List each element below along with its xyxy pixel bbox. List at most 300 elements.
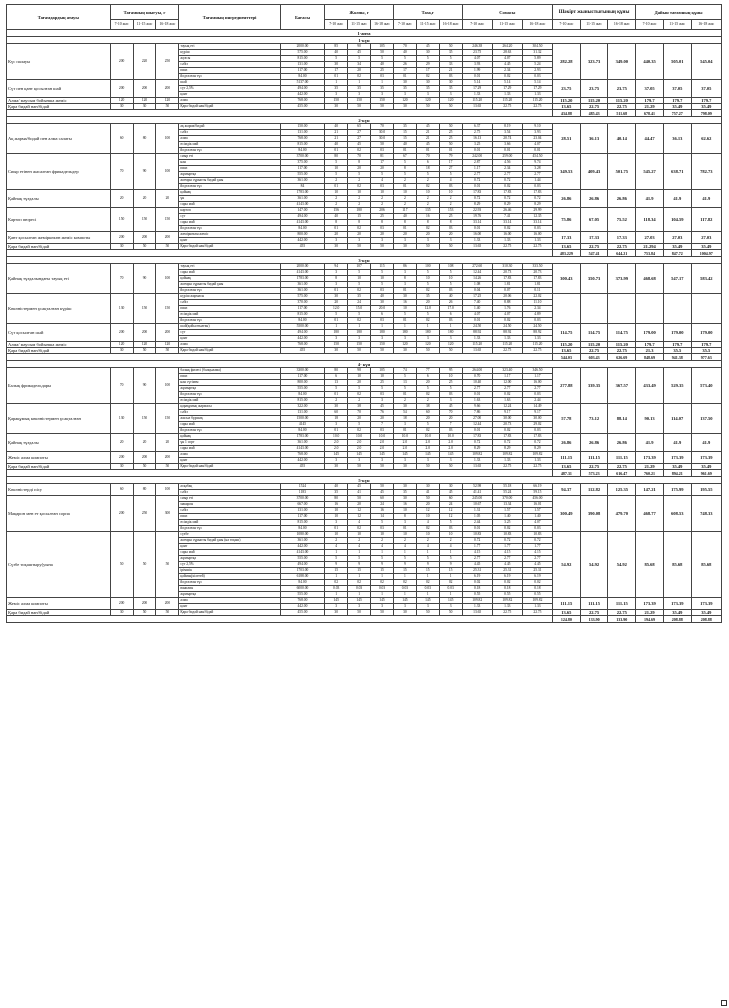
sum-value: 22.75: [522, 464, 552, 470]
net-value: 20: [439, 232, 462, 238]
ingredient-name: сары май: [179, 422, 280, 428]
gross-value: 1: [348, 80, 371, 86]
gross-value: 02: [348, 580, 371, 586]
net-value: 10: [416, 514, 439, 520]
net-value: 50: [439, 44, 462, 50]
net-value: 5: [416, 556, 439, 562]
net-value: 25: [439, 136, 462, 142]
net-value: 02: [416, 288, 439, 294]
gross-value: 5: [348, 312, 371, 318]
net-value: 1: [439, 324, 462, 330]
child-cost: 373.99: [608, 264, 636, 294]
net-value: 30: [439, 80, 462, 86]
child-cost: 277.88: [553, 368, 581, 404]
gross-value: 5: [325, 172, 348, 178]
sum-value: 23.04: [522, 136, 552, 142]
net-value: 3: [393, 282, 416, 288]
net-value: 10: [439, 190, 462, 196]
dish-portion: 50: [133, 348, 156, 354]
net-value: 3: [439, 604, 462, 610]
sum-value: 22.75: [522, 610, 552, 616]
sum-value: 13.65: [462, 348, 492, 354]
ingredient-name: алма: [179, 598, 280, 604]
dish-name: Жеміс алма компоты: [7, 598, 111, 610]
ingredient-price: 117.00: [280, 68, 325, 74]
sum-value: 10.40: [462, 380, 492, 386]
sum-value: 115.20: [462, 98, 492, 104]
gross-value: 50: [371, 348, 394, 354]
sum-value: 3.93: [522, 130, 552, 136]
sum-value: 17.25: [462, 294, 492, 300]
net-value: 15: [393, 568, 416, 574]
sum-value: 0.70: [462, 374, 492, 380]
child-cost: 17.33: [580, 232, 608, 244]
daily-cost: 35.49: [663, 244, 691, 250]
net-value: 16: [416, 214, 439, 220]
ingredient-price: 3300.00: [280, 368, 325, 374]
dish-name: Күс палауы: [7, 44, 111, 80]
net-value: 3: [439, 92, 462, 98]
child-cost: 114.75: [580, 324, 608, 342]
net-value: 10.0: [416, 434, 439, 440]
day-row: [7, 37, 722, 44]
total-daily-cost: 678.41: [636, 110, 664, 117]
gross-value: 3: [325, 604, 348, 610]
total-child-cost: 511.68: [608, 110, 636, 117]
net-value: 50: [416, 244, 439, 250]
sum-value: 7.40: [462, 300, 492, 306]
gross-value: 115: [371, 264, 394, 270]
child-cost: 349.53: [553, 154, 581, 190]
child-cost: 28.51: [553, 124, 581, 154]
daily-cost: 179.00: [691, 324, 721, 342]
net-value: 20: [439, 416, 462, 422]
gross-value: 20: [348, 380, 371, 386]
net-value: 95: [439, 368, 462, 374]
day-row: [7, 257, 722, 264]
total-child-cost: 547.41: [580, 250, 608, 257]
gross-value: 150: [325, 98, 348, 104]
sum-value: 20.73: [492, 270, 522, 276]
gross-value: 180: [325, 330, 348, 336]
sum-value: 8.29: [462, 446, 492, 452]
gross-value: 150: [371, 98, 394, 104]
net-value: 1: [439, 550, 462, 556]
age-header-daily-2: 16-18 жас: [691, 20, 721, 30]
gross-value: 5: [348, 172, 371, 178]
net-value: 01: [416, 148, 439, 154]
ingredient-name: ұн: [179, 196, 280, 202]
sum-value: 0.55: [522, 592, 552, 598]
gross-value: 10: [325, 190, 348, 196]
ingredient-name: сиыр еті: [179, 496, 280, 502]
sum-value: 8.88: [492, 300, 522, 306]
daily-cost: 173.39: [636, 452, 664, 464]
sum-value: 9.17: [492, 410, 522, 416]
dish-portion: 100: [156, 264, 179, 294]
gross-value: 20: [348, 232, 371, 238]
sum-value: 0.02: [492, 428, 522, 434]
sum-value: 0.55: [492, 592, 522, 598]
ingredient-name: қаймақ(кілегей): [179, 574, 280, 580]
dish-portion: 200: [133, 232, 156, 244]
ingredient-name: йодталған тұз: [179, 526, 280, 532]
child-cost: 26.86: [608, 434, 636, 452]
child-cost: 111.15: [608, 598, 636, 610]
daily-cost: 37.05: [691, 80, 721, 98]
dish-name: Алма/ маусым бойынша жеміс: [7, 342, 111, 348]
ingredient-price: 455: [280, 244, 325, 250]
dish-portion: 250: [156, 44, 179, 80]
net-value: 3: [393, 422, 416, 428]
net-value: 3: [393, 238, 416, 244]
dish-portion: 60: [110, 484, 133, 496]
sum-value: 1.33: [492, 604, 522, 610]
ingredient-name: күріш жармасы: [179, 294, 280, 300]
dish-portion: 50: [156, 610, 179, 616]
sum-value: 7.41: [492, 214, 522, 220]
dish-portion: 100: [156, 154, 179, 190]
gross-value: 03: [371, 226, 394, 232]
sum-value: 8.29: [462, 202, 492, 208]
sum-value: 17.83: [462, 190, 492, 196]
ingredient-price: 768.00: [280, 136, 325, 142]
net-value: 120: [416, 342, 439, 348]
dish-portion: 250: [133, 496, 156, 532]
net-value: 5: [416, 56, 439, 62]
net-value: 02: [416, 580, 439, 586]
net-value: 21: [416, 130, 439, 136]
gross-value: 24: [348, 300, 371, 306]
gross-value: 76: [371, 410, 394, 416]
sum-value: 24.50: [462, 324, 492, 330]
gross-value: 3: [371, 604, 394, 610]
sum-value: 245.00: [462, 496, 492, 502]
net-value: 38: [416, 404, 439, 410]
sum-value: 1.33: [522, 336, 552, 342]
total-spacer: [7, 250, 553, 257]
gross-value: 20: [371, 232, 394, 238]
dish-portion: 120: [133, 98, 156, 104]
sum-value: 13.65: [462, 610, 492, 616]
net-value: 35: [416, 294, 439, 300]
child-cost: 339.35: [580, 368, 608, 404]
sum-value: 454.50: [522, 154, 552, 160]
gross-value: 90: [348, 44, 371, 50]
net-value: 2: [439, 196, 462, 202]
daily-cost: 35.49: [691, 104, 721, 110]
net-value: 2: [393, 202, 416, 208]
sum-value: 17.29: [492, 86, 522, 92]
net-value: 145: [416, 452, 439, 458]
net-value: 20: [416, 300, 439, 306]
child-cost: 115.20: [553, 342, 581, 348]
gross-value: 206: [371, 208, 394, 214]
gross-value: 10.0: [348, 434, 371, 440]
net-value: 180: [439, 330, 462, 336]
daily-cost: 179.00: [663, 324, 691, 342]
gross-value: 30: [325, 294, 348, 300]
gross-value: 20: [325, 232, 348, 238]
gross-value: 45: [348, 484, 371, 490]
ingredient-name: сәбіз: [179, 410, 280, 416]
sum-value: 88.92: [522, 330, 552, 336]
ingredient-name: пияз: [179, 306, 280, 312]
dish-portion: 130: [110, 404, 133, 434]
net-value: 4: [393, 544, 416, 550]
dish-portion: 50: [133, 464, 156, 470]
daily-cost: 85.68: [691, 532, 721, 598]
sum-value: 0.03: [522, 428, 552, 434]
ingredient-name: жоғары сұрыпты бидай ұны: [179, 178, 280, 184]
net-value: 45: [416, 142, 439, 148]
gross-value: 150: [325, 342, 348, 348]
sum-value: 1.81: [492, 282, 522, 288]
total-child-cost: 626.69: [608, 354, 636, 361]
net-value: 27: [439, 166, 462, 172]
sum-value: 109.82: [492, 598, 522, 604]
child-cost: 501.75: [608, 154, 636, 190]
gross-value: 5: [348, 556, 371, 562]
daily-cost: 573.40: [691, 368, 721, 404]
net-value: 9: [439, 562, 462, 568]
child-cost: 26.86: [553, 434, 581, 452]
net-value: 50: [416, 104, 439, 110]
gross-value: 02: [348, 226, 371, 232]
child-cost: 112.82: [580, 484, 608, 496]
ingredient-price: 1183: [280, 490, 325, 496]
dish-portion: 60: [110, 124, 133, 154]
gross-value: 1: [371, 80, 394, 86]
sum-value: 20.73: [492, 422, 522, 428]
sum-value: 2.77: [492, 386, 522, 392]
net-value: 2.0: [393, 446, 416, 452]
sum-value: 323.40: [492, 368, 522, 374]
sum-value: 8.29: [492, 446, 522, 452]
daily-cost: 583.42: [691, 264, 721, 294]
child-cost: 13.65: [553, 104, 581, 110]
ingredient-name: өсімдік май: [179, 520, 280, 526]
sum-value: 0.72: [462, 196, 492, 202]
ingredient-name: қайнақ: [179, 190, 280, 196]
sum-value: 8.29: [522, 446, 552, 452]
gross-value: 30: [325, 104, 348, 110]
child-cost: 114.75: [553, 324, 581, 342]
net-value: 30: [393, 496, 416, 502]
ingredient-name: күріш: [179, 50, 280, 56]
header-gross: Жалпы, г: [325, 5, 394, 20]
sum-value: 17.83: [492, 190, 522, 196]
gross-value: 16: [371, 508, 394, 514]
sum-value: 3.54: [492, 130, 522, 136]
sum-value: 17.83: [492, 276, 522, 282]
net-value: 25: [439, 130, 462, 136]
gross-value: 0.03: [348, 586, 371, 592]
age-header-sum-1: 11-15 жас: [492, 20, 522, 30]
sum-value: 41.41: [462, 490, 492, 496]
net-value: 17: [393, 68, 416, 74]
total-daily-cost: 1004.97: [691, 250, 721, 257]
sum-value: 2.77: [462, 172, 492, 178]
dish-portion: 200: [156, 598, 179, 610]
daily-cost: 547.17: [663, 264, 691, 294]
sum-value: 6.37: [462, 124, 492, 130]
net-value: 120: [393, 342, 416, 348]
gross-value: 60: [371, 496, 394, 502]
sum-value: 25.31: [492, 568, 522, 574]
daily-cost: 21.29: [636, 610, 664, 616]
sum-value: 1.81: [522, 282, 552, 288]
sum-value: 2.77: [522, 556, 552, 562]
gross-value: 40: [325, 484, 348, 490]
ingredient-name: сүт: [179, 214, 280, 220]
sum-value: 8.29: [522, 202, 552, 208]
gross-value: 12: [348, 508, 371, 514]
sum-value: 17.83: [522, 276, 552, 282]
sum-value: 3.25: [462, 142, 492, 148]
gross-value: 8: [325, 276, 348, 282]
gross-value: 3: [325, 336, 348, 342]
sum-value: 1.31: [462, 508, 492, 514]
gross-value: 70: [348, 154, 371, 160]
sum-value: 0.18: [522, 586, 552, 592]
child-cost: 22.75: [580, 348, 608, 354]
gross-value: 3: [325, 282, 348, 288]
net-value: 50: [439, 244, 462, 250]
sum-value: 4.07: [462, 56, 492, 62]
gross-value: 20: [348, 68, 371, 74]
sum-value: 0.03: [522, 184, 552, 190]
daily-cost: 117.82: [691, 208, 721, 232]
gross-value: 2: [348, 196, 371, 202]
sum-value: 1.77: [522, 544, 552, 550]
age-header-gross-0: 7-10 жас: [325, 20, 348, 30]
gross-value: 03: [371, 288, 394, 294]
gross-value: 50: [348, 104, 371, 110]
gross-value: 10: [348, 532, 371, 538]
sum-value: 30.00: [522, 416, 552, 422]
gross-value: 24: [371, 502, 394, 508]
child-cost: 323.73: [580, 44, 608, 80]
gross-value: 105: [371, 368, 394, 374]
ingredient-name: Қара бидай нан/бідай: [179, 464, 280, 470]
net-value: 02: [416, 392, 439, 398]
sum-value: 55.18: [492, 484, 522, 490]
header-sum: Сомасы: [462, 5, 552, 20]
net-value: 3: [393, 336, 416, 342]
gross-value: 1: [348, 574, 371, 580]
child-cost: 54.92: [608, 532, 636, 598]
net-value: 77: [416, 368, 439, 374]
total-child-cost: 133.90: [580, 616, 608, 623]
dish-portion: 200: [110, 80, 133, 98]
sum-value: 0.55: [462, 592, 492, 598]
gross-value: 8: [325, 220, 348, 226]
dish-portion: 90: [133, 368, 156, 404]
ingredient-name: қант: [179, 458, 280, 464]
net-value: 1: [439, 574, 462, 580]
ingredient-name: Қара бидай нан/бідай: [179, 104, 280, 110]
day-label: 5-күн: [7, 477, 722, 484]
child-cost: [553, 294, 581, 324]
sum-value: 24.50: [522, 324, 552, 330]
sum-value: 3.25: [492, 520, 522, 526]
net-value: 5: [439, 386, 462, 392]
net-value: 5: [416, 282, 439, 288]
ingredient-price: 1783.00: [280, 276, 325, 282]
net-value: 10: [439, 532, 462, 538]
gross-value: 17: [371, 160, 394, 166]
sum-value: 1.40: [462, 306, 492, 312]
ingredient-price: 442.00: [280, 238, 325, 244]
sum-value: 1.57: [492, 508, 522, 514]
ingredient-price: 800.00: [280, 380, 325, 386]
child-cost: 390.08: [580, 496, 608, 532]
total-daily-cost: 757.27: [663, 110, 691, 117]
gross-value: 80: [325, 154, 348, 160]
sum-value: 59.15: [522, 490, 552, 496]
gross-value: 3: [325, 458, 348, 464]
sum-value: 0.02: [492, 184, 522, 190]
day-total-row: [7, 110, 722, 117]
gross-value: 12: [348, 514, 371, 520]
sum-value: 109.82: [462, 452, 492, 458]
net-value: 50: [439, 610, 462, 616]
sum-value: 0.01: [462, 226, 492, 232]
child-cost: 73.12: [580, 404, 608, 434]
net-value: 4: [439, 544, 462, 550]
daily-cost: 545.04: [691, 44, 721, 80]
child-cost: 23.75: [608, 80, 636, 98]
sum-value: 1.33: [522, 238, 552, 244]
sum-value: 0.01: [492, 148, 522, 154]
dish-portion: 150: [156, 404, 179, 434]
net-value: 50: [416, 348, 439, 354]
gross-value: 5: [325, 386, 348, 392]
ingredient-name: сүт 2,5%: [179, 562, 280, 568]
ingredient-name: пияз: [179, 68, 280, 74]
ingredient-price: 667.00: [280, 502, 325, 508]
ingredient-name: ірімшік: [179, 568, 280, 574]
net-value: 8: [439, 220, 462, 226]
net-value: 33: [439, 62, 462, 68]
gross-value: 02: [371, 580, 394, 586]
day-total-row: [7, 250, 722, 257]
total-daily-cost: 847.72: [663, 250, 691, 257]
sum-value: 1.40: [522, 514, 552, 520]
dish-portion: 20: [110, 434, 133, 452]
net-value: 10.0: [393, 434, 416, 440]
sum-value: 10.83: [522, 532, 552, 538]
net-value: 5: [439, 56, 462, 62]
daily-cost: 27.03: [691, 232, 721, 244]
net-value: 2: [393, 178, 416, 184]
sum-value: 2.77: [522, 172, 552, 178]
sum-value: 6.19: [522, 574, 552, 580]
net-value: 5: [393, 386, 416, 392]
gross-value: 70: [348, 410, 371, 416]
daily-cost: 179.7: [636, 98, 664, 104]
ingredient-price: 84.00: [280, 392, 325, 398]
dish-portion: 50: [156, 532, 179, 598]
age-header-net-1: 11-15 жас: [416, 20, 439, 30]
sum-value: 1.17: [462, 166, 492, 172]
net-value: 26: [393, 62, 416, 68]
gross-value: 1: [348, 550, 371, 556]
gross-value: 3: [371, 458, 394, 464]
gross-value: 1: [371, 324, 394, 330]
net-value: 30: [416, 484, 439, 490]
